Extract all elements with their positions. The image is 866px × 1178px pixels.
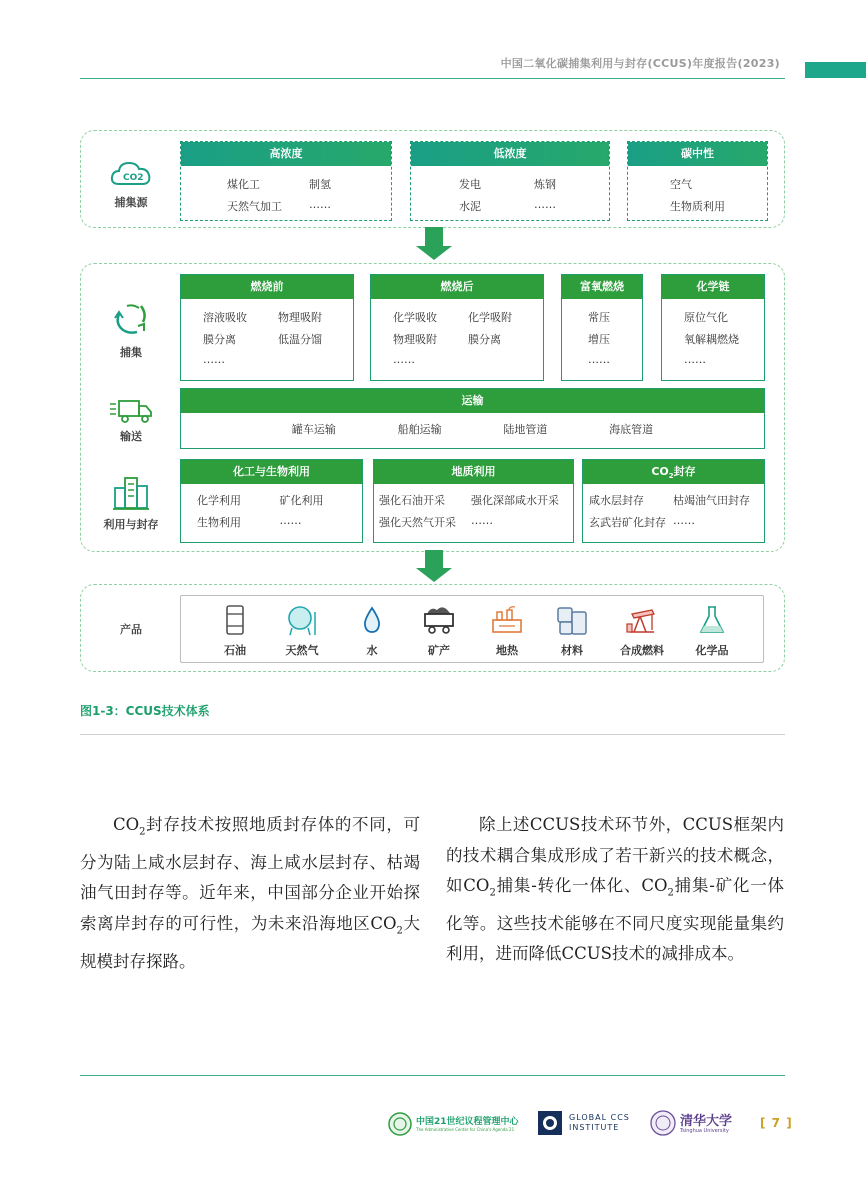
- list-item: 增压: [588, 333, 610, 346]
- products-box: [180, 595, 764, 663]
- product-oil: 石油: [205, 604, 265, 658]
- list-item: 矿化利用: [279, 494, 324, 507]
- list-item: ……: [279, 514, 302, 527]
- tsinghua-logo: [650, 1108, 740, 1140]
- post-combustion-title: 燃烧后: [371, 275, 543, 299]
- list-item: ……: [471, 514, 493, 527]
- truck-icon: [108, 398, 154, 424]
- oil-pump-icon: [624, 604, 660, 636]
- list-item: 船舶运输: [397, 423, 442, 436]
- transport-label: 输送: [120, 430, 142, 443]
- product-water: 水: [342, 604, 402, 658]
- product-synthetic-fuel: 合成燃料: [612, 604, 672, 658]
- global-ccs-logo: [537, 1110, 647, 1138]
- header-divider: [80, 78, 785, 79]
- list-item: 溶液吸收: [203, 311, 247, 324]
- capture-category: [96, 300, 166, 360]
- flask-icon: [698, 604, 726, 636]
- global-ccs-emblem-icon: [537, 1110, 563, 1136]
- geological-utilization-box: [373, 459, 574, 543]
- list-item: 制氢: [309, 178, 331, 191]
- low-concentration-title: 低浓度: [411, 142, 609, 166]
- transport-title: 运输: [181, 389, 764, 413]
- global-ccs-line1: GLOBAL CCS: [569, 1113, 630, 1122]
- product-geothermal: 地热: [477, 604, 537, 658]
- right-paragraph: 除上述CCUS技术环节外，CCUS框架内的技术耦合集成形成了若干新兴的技术概念，如$CO_2$捕集-转化一体化、$CO_2$捕集-矿化一体化等。这些技术能够在不同尺度实现能量集约利用，进而降低CCUS技术的减排成本。: [446, 815, 785, 964]
- list-item: 生物质利用: [670, 200, 725, 213]
- list-item: 强化天然气开采: [379, 516, 456, 529]
- tsinghua-name: 清华大学: [680, 1114, 733, 1129]
- list-item: 生物利用: [197, 516, 241, 529]
- products-label: 产品: [120, 623, 142, 636]
- capture-cycle-icon: [111, 300, 151, 340]
- product-minerals: 矿产: [409, 604, 469, 658]
- list-item: 罐车运输: [291, 423, 336, 436]
- list-item: 物理吸附: [278, 311, 322, 324]
- gas-tank-icon: [284, 604, 320, 636]
- list-item: 煤化工: [227, 178, 260, 191]
- agenda21-emblem-icon: [388, 1112, 412, 1136]
- high-concentration-title: 高浓度: [181, 142, 391, 166]
- city-buildings-icon: [111, 474, 151, 512]
- chemical-bio-utilization-title: 化工与生物利用: [181, 460, 362, 484]
- list-item: 化学吸附: [468, 311, 512, 324]
- flow-arrow-stem-2: [425, 550, 443, 570]
- caption-divider: [80, 734, 785, 735]
- product-natural-gas: 天然气: [272, 604, 332, 658]
- list-item: 海底管道: [609, 423, 654, 436]
- list-item: ……: [309, 198, 331, 211]
- low-concentration-box: [410, 141, 610, 221]
- transport-category: [96, 398, 166, 444]
- list-item: 玄武岩矿化封存: [589, 516, 666, 529]
- post-combustion-box: [370, 274, 544, 381]
- list-item: 炼钢: [534, 178, 556, 191]
- product-materials: 材料: [542, 604, 602, 658]
- carbon-neutral-title: 碳中性: [628, 142, 767, 166]
- page-number: [ 7 ]: [760, 1116, 793, 1130]
- agenda21-name: 中国21世纪议程管理中心: [416, 1117, 519, 1127]
- carbon-neutral-box: [627, 141, 768, 221]
- capture-label: 捕集: [120, 346, 142, 359]
- footer-divider: [80, 1075, 785, 1076]
- transport-box: [180, 388, 765, 449]
- list-item: 天然气加工: [227, 200, 282, 213]
- list-item: 物理吸附: [393, 333, 437, 346]
- utilization-category: [92, 474, 170, 532]
- agenda21-logo: [388, 1112, 528, 1140]
- chemical-bio-utilization-box: [180, 459, 363, 543]
- oxy-fuel-title: 富氧燃烧: [562, 275, 642, 299]
- list-item: 陆地管道: [503, 423, 548, 436]
- water-drop-icon: [360, 604, 384, 636]
- list-item: ……: [203, 353, 225, 366]
- list-item: 常压: [588, 311, 610, 324]
- materials-icon: [554, 604, 590, 636]
- running-header-title: 中国二氧化碳捕集利用与封存(CCUS)年度报告(2023): [500, 57, 780, 70]
- list-item: ……: [684, 353, 706, 366]
- pre-combustion-box: [180, 274, 354, 381]
- list-item: 发电: [459, 178, 481, 191]
- list-item: 咸水层封存: [589, 494, 644, 507]
- utilization-label: 利用与封存: [103, 518, 159, 531]
- list-item: 强化石油开采: [379, 494, 445, 507]
- header-accent-tab: [805, 62, 866, 78]
- flow-arrow-head-1: [416, 246, 452, 260]
- list-item: 强化深部咸水开采: [471, 494, 559, 507]
- high-concentration-box: [180, 141, 392, 221]
- capture-source-category: [96, 158, 166, 210]
- geological-utilization-title: 地质利用: [374, 460, 573, 484]
- list-item: ……: [534, 198, 556, 211]
- flow-arrow-head-2: [416, 568, 452, 582]
- mine-cart-icon: [421, 604, 457, 636]
- co2-storage-title: $CO_2$封存: [583, 460, 764, 484]
- list-item: ……: [673, 514, 695, 527]
- list-item: ……: [393, 353, 415, 366]
- agenda21-name-en: The Administrative Center for China's Agenda 21: [416, 1127, 515, 1132]
- oxy-fuel-box: [561, 274, 643, 381]
- list-item: 化学吸收: [393, 311, 437, 324]
- geothermal-plant-icon: [489, 604, 525, 636]
- flow-arrow-stem-1: [425, 227, 443, 247]
- oil-barrel-icon: [221, 604, 249, 636]
- list-item: 膜分离: [468, 333, 501, 346]
- svg-text:CO2: CO2: [123, 173, 144, 183]
- product-chemicals: 化学品: [682, 604, 742, 658]
- tsinghua-name-en: Tsinghua University: [680, 1128, 729, 1134]
- chemical-looping-box: [661, 274, 765, 381]
- list-item: 低温分馏: [278, 333, 322, 346]
- list-item: 膜分离: [203, 333, 236, 346]
- global-ccs-line2: INSTITUTE: [569, 1123, 620, 1132]
- left-paragraph: $CO_2$封存技术按照地质封存体的不同，可分为陆上咸水层封存、海上咸水层封存、枯竭油气田封存等。近年来，中国部分企业开始探索离岸封存的可行性，为未来沿海地区$CO_2$大规模封存探路。: [80, 815, 421, 971]
- list-item: ……: [588, 353, 610, 366]
- pre-combustion-title: 燃烧前: [181, 275, 353, 299]
- list-item: 原位气化: [684, 311, 728, 324]
- chemical-looping-title: 化学链: [662, 275, 764, 299]
- figure-caption: 图1-3：CCUS技术体系: [80, 704, 210, 718]
- list-item: 枯竭油气田封存: [673, 494, 750, 507]
- list-item: 氧解耦燃烧: [684, 333, 739, 346]
- list-item: 空气: [670, 178, 692, 191]
- co2-cloud-icon: [109, 158, 153, 190]
- co2-storage-box: [582, 459, 765, 543]
- list-item: 化学利用: [197, 494, 241, 507]
- capture-source-label: 捕集源: [114, 196, 148, 209]
- tsinghua-seal-icon: [650, 1110, 676, 1136]
- list-item: 水泥: [459, 200, 481, 213]
